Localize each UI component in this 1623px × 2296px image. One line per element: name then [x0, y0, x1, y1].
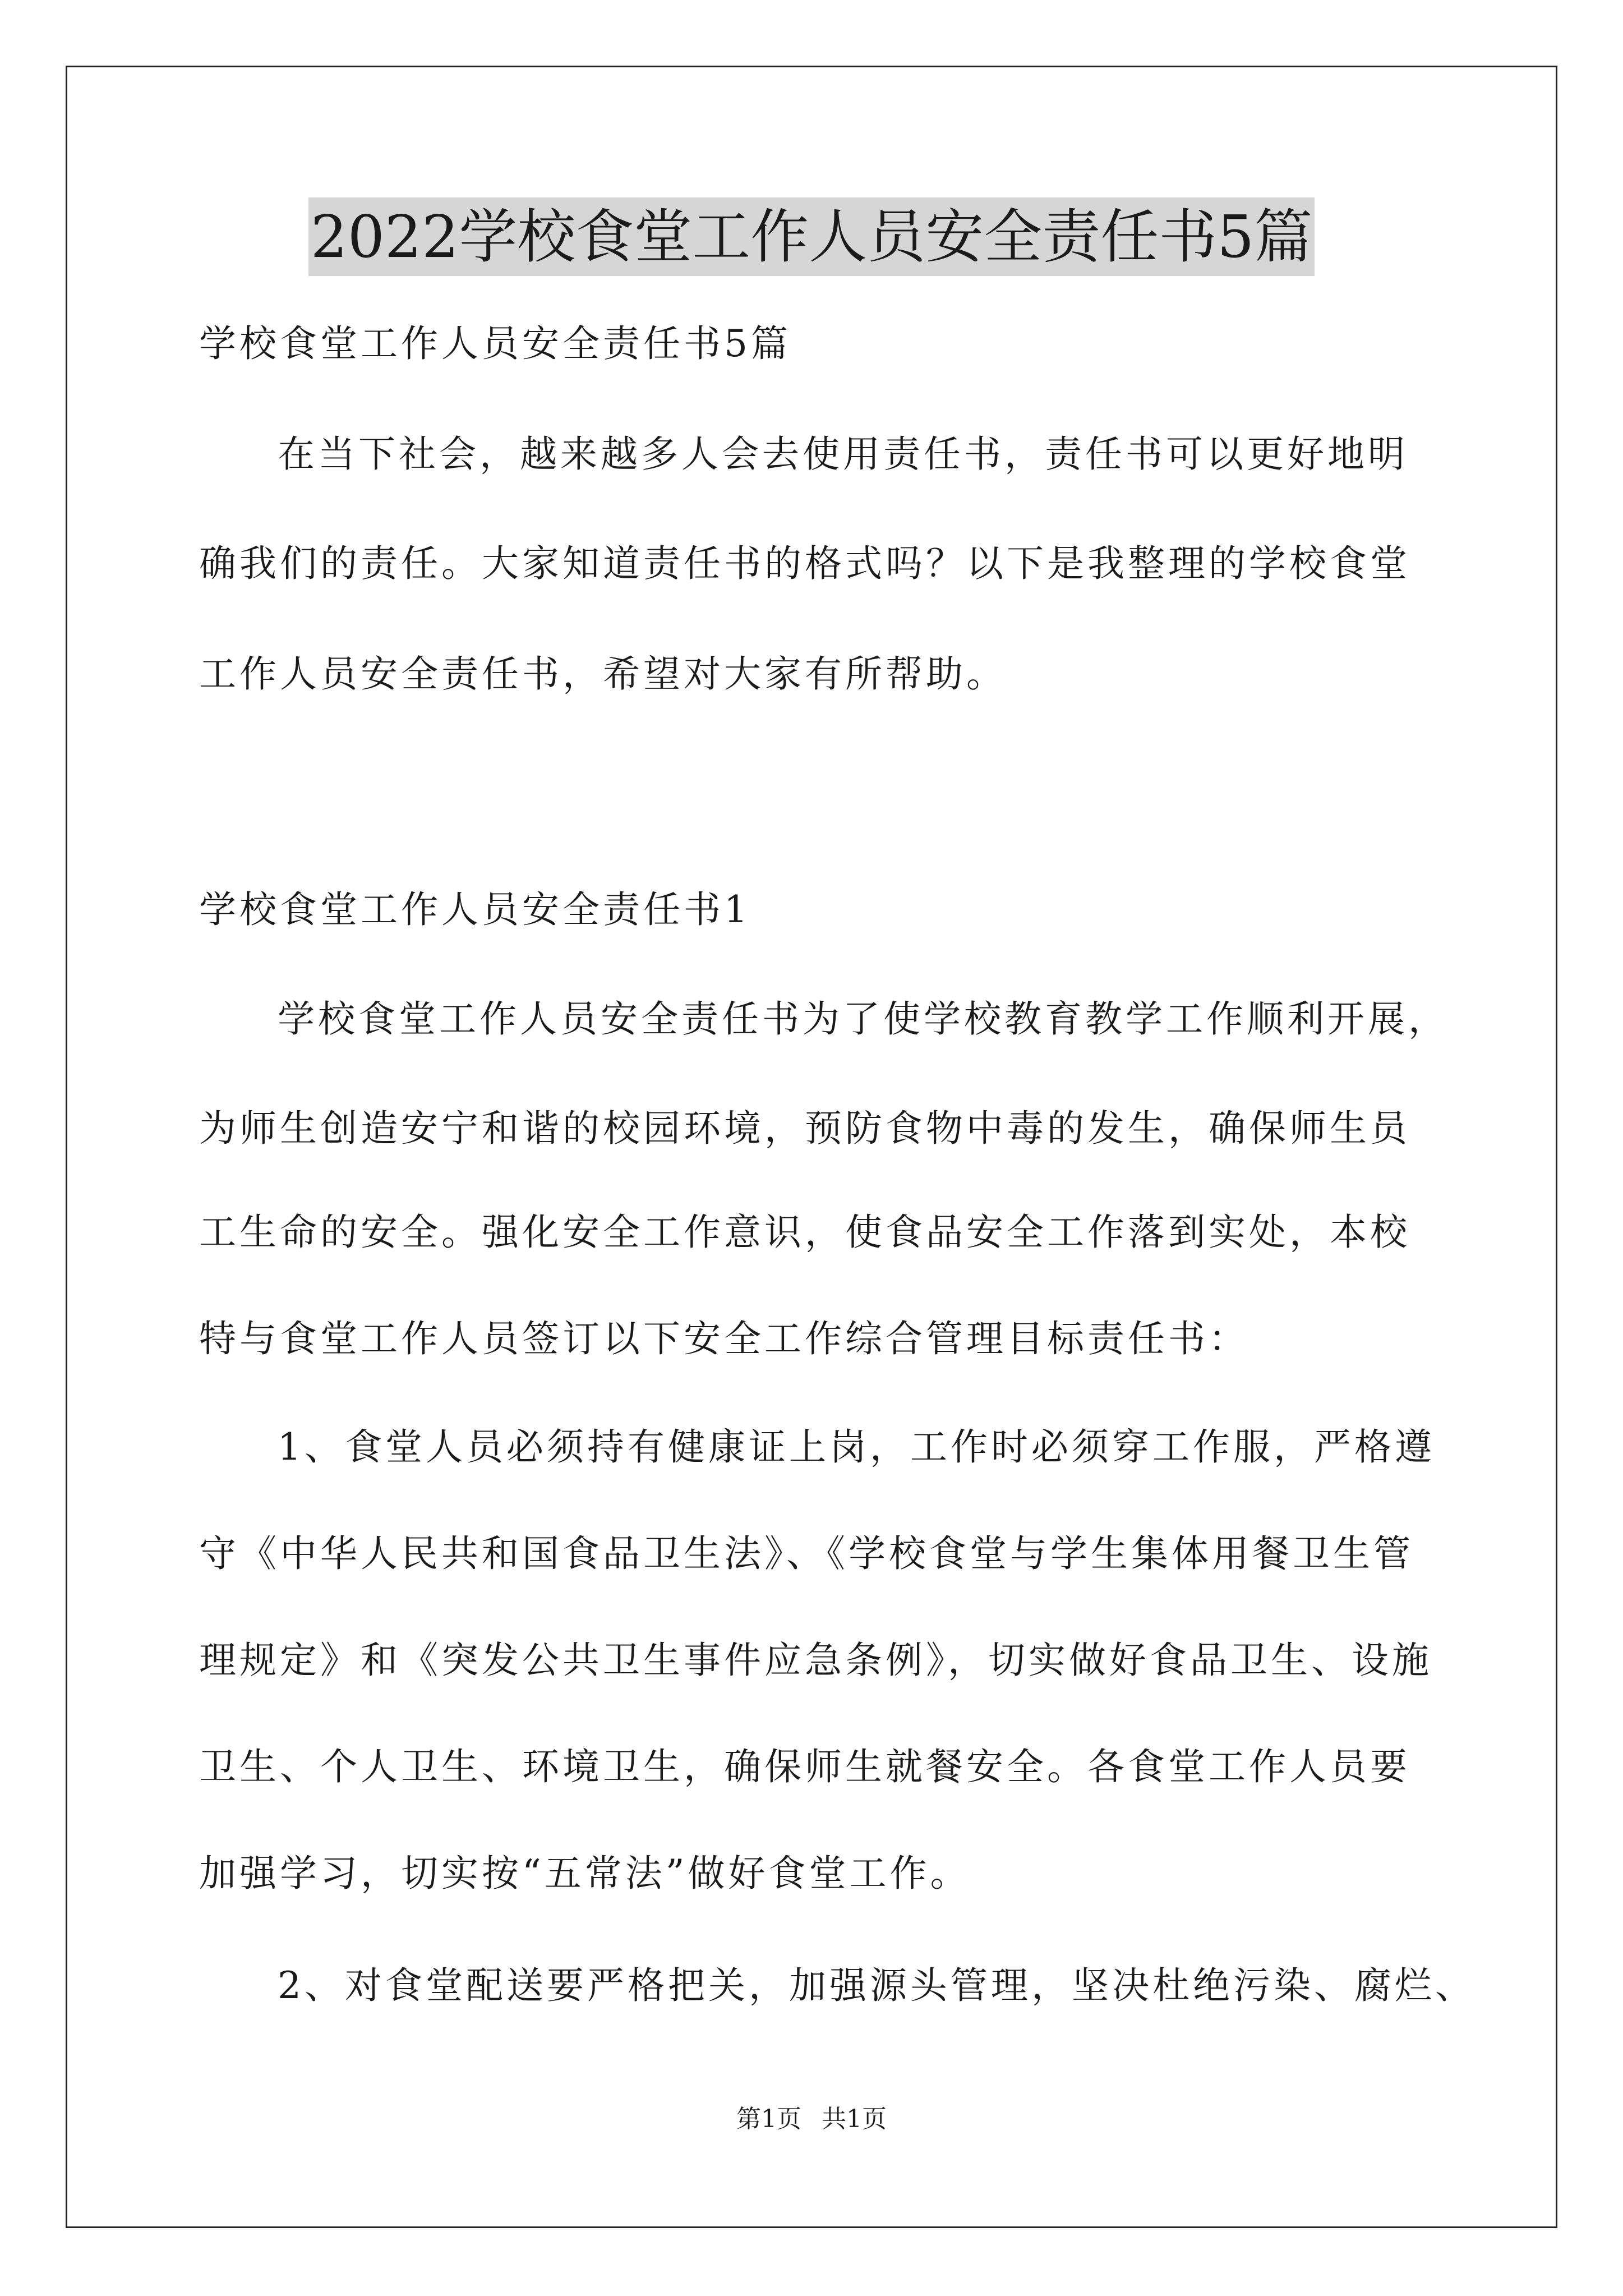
intro-line: 在当下社会，越来越多人会去使用责任书，责任书可以更好地明 [278, 432, 1408, 476]
item1-line: 1、食堂人员必须持有健康证上岗，工作时必须穿工作服，严格遵 [278, 1425, 1435, 1469]
document-title: 2022学校食堂工作人员安全责任书5篇 [308, 197, 1315, 276]
item2-line: 2、对食堂配送要严格把关，加强源头管理，坚决杜绝污染、腐烂、 [278, 1964, 1476, 2007]
title-wrap [0, 197, 1623, 276]
section-line: 学校食堂工作人员安全责任书为了使学校教育教学工作顺利开展， [278, 997, 1449, 1041]
item1-line: 理规定》和《突发公共卫生事件应急条例》，切实做好食品卫生、设施 [199, 1639, 1432, 1682]
item1-line: 卫生、个人卫生、环境卫生，确保师生就餐安全。各食堂工作人员要 [199, 1745, 1410, 1788]
item1-line: 守《中华人民共和国食品卫生法》、《学校食堂与学生集体用餐卫生管 [199, 1532, 1414, 1575]
section-line: 为师生创造安宁和谐的校园环境，预防食物中毒的发生，确保师生员 [199, 1107, 1410, 1150]
section-line: 特与食堂工作人员签订以下安全工作综合管理目标责任书： [199, 1317, 1249, 1360]
intro-line: 工作人员安全责任书，希望对大家有所帮助。 [199, 652, 1007, 696]
page-number: 第1页 [736, 2105, 801, 2133]
item1-line: 加强学习，切实按“五常法”做好食堂工作。 [199, 1852, 971, 1895]
section-heading: 学校食堂工作人员安全责任书1 [199, 888, 751, 931]
document-subtitle: 学校食堂工作人员安全责任书5篇 [199, 322, 791, 365]
intro-line: 确我们的责任。大家知道责任书的格式吗？以下是我整理的学校食堂 [199, 542, 1410, 585]
section-line: 工生命的安全。强化安全工作意识，使食品安全工作落到实处，本校 [199, 1211, 1410, 1254]
page-footer [0, 2102, 1623, 2136]
page-total: 共1页 [822, 2105, 887, 2133]
